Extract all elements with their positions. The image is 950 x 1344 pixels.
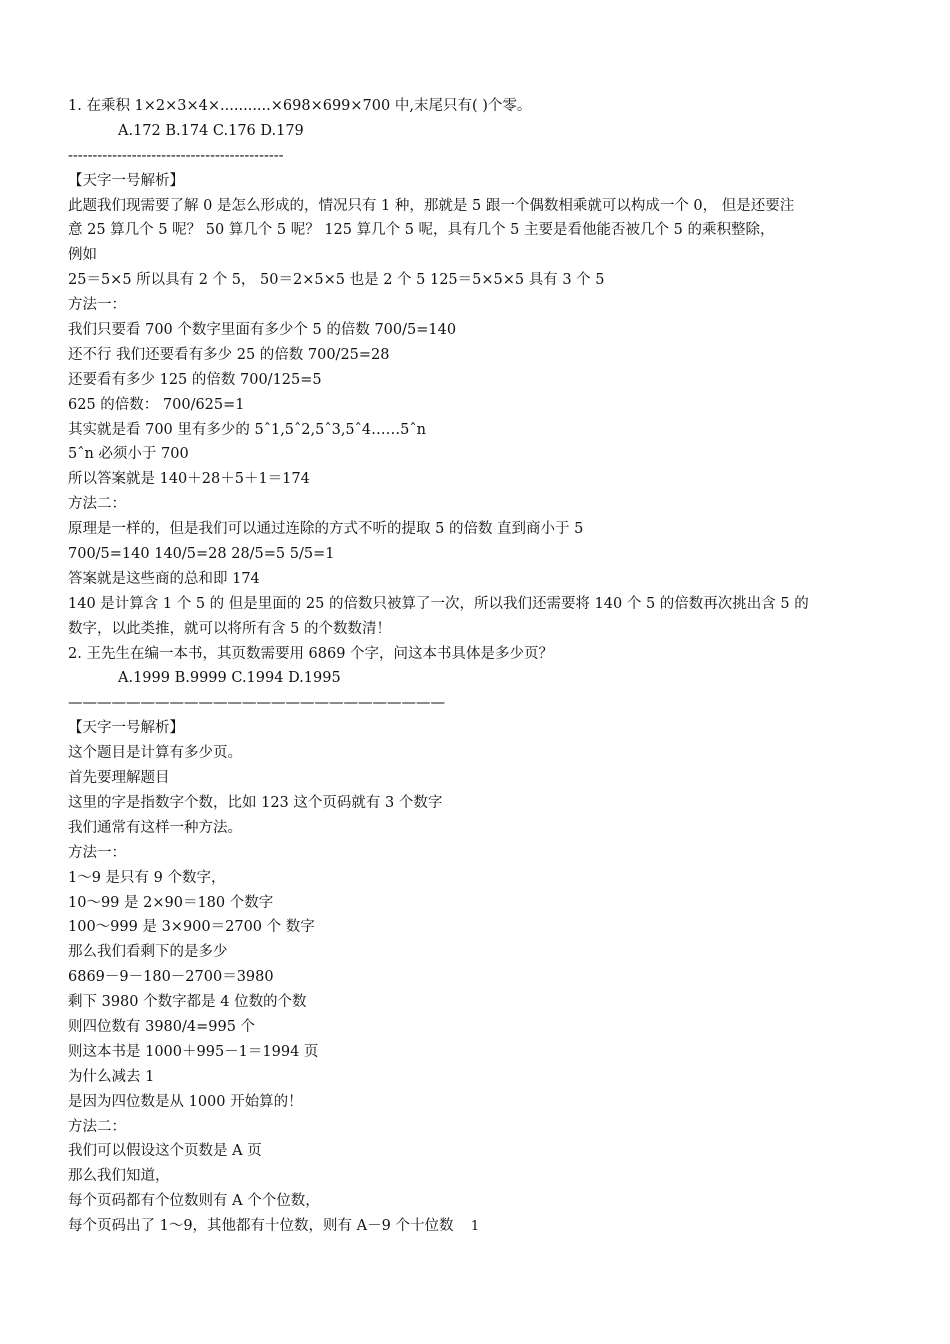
text-line: 10～99 是 2×90＝180 个数字	[68, 894, 274, 911]
text-line: 这里的字是指数字个数，比如 123 这个页码就有 3 个数字	[68, 794, 443, 811]
text-line: 我们只要看 700 个数字里面有多少个 5 的倍数 700/5=140	[68, 322, 457, 339]
text-line: 还要看有多少 125 的倍数 700/125=5	[68, 371, 322, 388]
method-heading: 方法二：	[68, 496, 126, 513]
text-line: 我们通常有这样一种方法。	[68, 819, 242, 836]
text-line: 625 的倍数： 700/625=1	[68, 396, 245, 413]
text-line: 那么我们看剩下的是多少	[68, 944, 228, 961]
text-line: 每个页码都有个位数则有 A 个个位数，	[68, 1193, 320, 1210]
text-line: 700/5=140 140/5=28 28/5=5 5/5=1	[68, 546, 335, 563]
text-line: 还不行 我们还要看有多少 25 的倍数 700/25=28	[68, 346, 390, 363]
separator-dashes: --------------------------------------------	[68, 147, 284, 164]
text-line: 那么我们知道，	[68, 1168, 170, 1185]
text-line: 数字，以此类推，就可以将所有含 5 的个数数清！	[68, 620, 391, 637]
analysis-heading: 【天字一号解析】	[68, 172, 184, 189]
text-line: 答案就是这些商的总和即 174	[68, 570, 260, 587]
text-line: 其实就是看 700 里有多少的 5ˆ1,5ˆ2,5ˆ3,5ˆ4……5ˆn	[68, 421, 426, 438]
text-line: 首先要理解题目	[68, 770, 170, 787]
method-heading: 方法二：	[68, 1118, 126, 1135]
text-line: 则四位数有 3980/4=995 个	[68, 1018, 256, 1035]
text-line: 则这本书是 1000＋995－1＝1994 页	[68, 1043, 319, 1060]
separator-dashes: ——————————————————————————	[68, 695, 445, 712]
analysis-heading: 【天字一号解析】	[68, 720, 184, 737]
text-line: 140 是计算含 1 个 5 的 但是里面的 25 的倍数只被算了一次，所以我们还需要将 140 个 5 的倍数再次挑出含 5 的	[68, 595, 809, 612]
text-line: 为什么减去 1	[68, 1068, 155, 1085]
text-line: 1～9 是只有 9 个数字，	[68, 869, 226, 886]
method-heading: 方法一：	[68, 844, 126, 861]
page-number: 1	[470, 1219, 480, 1234]
text-line: 原理是一样的，但是我们可以通过连除的方式不听的提取 5 的倍数 直到商小于 5	[68, 521, 584, 538]
text-line: 5ˆn 必须小于 700	[68, 446, 189, 463]
question-2: 2. 王先生在编一本书，其页数需要用 6869 个字，问这本书具体是多少页？	[68, 645, 554, 662]
text-line: 100～999 是 3×900＝2700 个 数字	[68, 919, 315, 936]
text-line: 这个题目是计算有多少页。	[68, 745, 242, 762]
text-line: 剩下 3980 个数字都是 4 位数的个数	[68, 994, 307, 1011]
text-line: 是因为四位数是从 1000 开始算的！	[68, 1093, 303, 1110]
document-body	[68, 94, 898, 1239]
text-line: 25＝5×5 所以具有 2 个 5， 50＝2×5×5 也是 2 个 5 125＝5×5×5 具有 3 个 5	[68, 272, 605, 289]
question-1: 1. 在乘积 1×2×3×4×...........×698×699×700 中,末尾只有( )个零。	[68, 98, 532, 114]
text-line: 我们可以假设这个页数是 A 页	[68, 1143, 262, 1160]
text-line: 此题我们现需要了解 0 是怎么形成的，情况只有 1 种，那就是 5 跟一个偶数相乘就可以构成一个 0， 但是还要注	[68, 197, 795, 214]
text-line: 所以答案就是 140＋28＋5＋1＝174	[68, 471, 310, 488]
text-line: 6869－9－180－2700＝3980	[68, 969, 274, 986]
question-2-options: A.1999 B.9999 C.1994 D.1995	[118, 670, 341, 687]
text-line: 例如	[68, 247, 97, 264]
text-line: 每个页码出了 1～9，其他都有十位数，则有 A－9 个十位数	[68, 1218, 454, 1235]
text-line: 意 25 算几个 5 呢？ 50 算几个 5 呢？ 125 算几个 5 呢，具有几个 5 主要是看他能否被几个 5 的乘积整除，	[68, 222, 775, 239]
method-heading: 方法一：	[68, 297, 126, 314]
question-1-options: A.172 B.174 C.176 D.179	[118, 122, 304, 139]
